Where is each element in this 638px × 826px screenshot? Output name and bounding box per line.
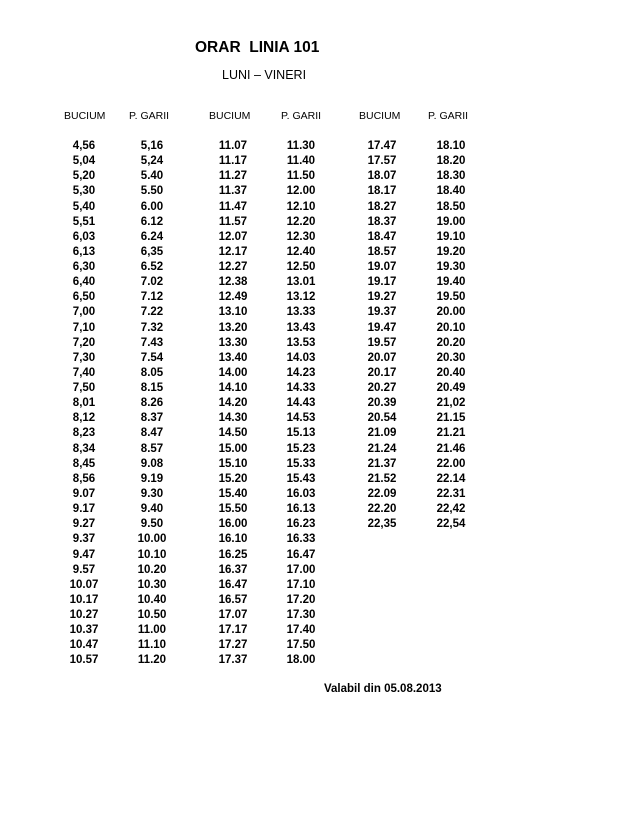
departure-time: 18.07 <box>367 170 397 183</box>
departure-time: 18.30 <box>436 170 466 183</box>
departure-time: 9.07 <box>72 487 96 500</box>
departure-time: 20.54 <box>367 412 397 425</box>
departure-time: 12.27 <box>218 261 248 274</box>
departure-time: 5,51 <box>72 215 96 228</box>
departure-time: 19.10 <box>436 230 466 243</box>
departure-time: 10.30 <box>137 578 167 591</box>
departure-time: 8.26 <box>140 397 164 410</box>
column-header: BUCIUM <box>209 110 251 122</box>
departure-time: 6,13 <box>72 245 96 258</box>
departure-time: 14.53 <box>286 412 316 425</box>
departure-time: 19.20 <box>436 245 466 258</box>
departure-time: 19.00 <box>436 215 466 228</box>
departure-time: 14.30 <box>218 412 248 425</box>
departure-time: 7.02 <box>140 276 164 289</box>
departure-time: 20.17 <box>367 366 397 379</box>
departure-time: 22.09 <box>367 487 397 500</box>
departure-time: 21,02 <box>436 397 466 410</box>
departure-time: 18.27 <box>367 200 397 213</box>
departure-time: 10.37 <box>69 624 99 637</box>
departure-time: 15.50 <box>218 503 248 516</box>
departure-time: 9.37 <box>72 533 96 546</box>
departure-time: 18.20 <box>436 155 466 168</box>
departure-time: 12.00 <box>286 185 316 198</box>
departure-time: 4,56 <box>72 140 96 152</box>
departure-time: 12.30 <box>286 230 316 243</box>
departure-time: 11.10 <box>137 639 167 652</box>
departure-time: 16.23 <box>286 518 316 531</box>
departure-time: 10.47 <box>69 639 99 652</box>
departure-time: 20.27 <box>367 382 397 395</box>
departure-time: 8.57 <box>140 442 164 455</box>
departure-time: 5,04 <box>72 155 96 168</box>
departure-time: 5,20 <box>72 170 96 183</box>
departure-time: 17.30 <box>286 609 316 622</box>
departure-time: 10.10 <box>137 548 167 561</box>
departure-time: 17.37 <box>218 654 248 667</box>
departure-time: 19.50 <box>436 291 466 304</box>
departure-time: 13.40 <box>218 351 248 364</box>
departure-time: 22,35 <box>367 518 397 531</box>
departure-time: 11.17 <box>218 155 248 168</box>
departure-time: 12.17 <box>218 245 248 258</box>
departure-time: 20.07 <box>367 351 397 364</box>
departure-time: 12.07 <box>218 230 248 243</box>
column-header: P. GARII <box>428 110 469 122</box>
departure-time: 6.24 <box>140 230 164 243</box>
departure-time: 20.00 <box>436 306 466 319</box>
departure-time: 16.10 <box>218 533 248 546</box>
departure-time: 19.37 <box>367 306 397 319</box>
departure-time: 22.31 <box>436 487 466 500</box>
departure-time: 17.00 <box>286 563 316 576</box>
departure-time: 8,23 <box>72 427 96 440</box>
departure-time: 16.13 <box>286 503 316 516</box>
departure-time: 19.40 <box>436 276 466 289</box>
departure-time: 19.07 <box>367 261 397 274</box>
departure-time: 17.10 <box>286 578 316 591</box>
departure-time: 15.20 <box>218 472 248 485</box>
departure-time: 20.40 <box>436 366 466 379</box>
departure-time: 13.10 <box>218 306 248 319</box>
departure-time: 14.50 <box>218 427 248 440</box>
departure-time: 10.27 <box>69 609 99 622</box>
departure-time: 12.50 <box>286 261 316 274</box>
departure-time: 6,03 <box>72 230 96 243</box>
departure-time: 11.50 <box>286 170 316 183</box>
departure-time: 17.40 <box>286 624 316 637</box>
departure-time: 10.57 <box>69 654 99 667</box>
departure-time: 11.47 <box>218 200 248 213</box>
departure-time: 15.13 <box>286 427 316 440</box>
departure-time: 10.20 <box>137 563 167 576</box>
departure-time: 15.23 <box>286 442 316 455</box>
departure-time: 9.40 <box>140 503 164 516</box>
departure-time: 11.30 <box>286 140 316 152</box>
departure-time: 17.20 <box>286 593 316 606</box>
departure-time: 7,30 <box>72 351 96 364</box>
departure-time: 11.00 <box>137 624 167 637</box>
departure-time: 6.52 <box>140 261 164 274</box>
departure-time: 21.15 <box>436 412 466 425</box>
departure-time: 18.47 <box>367 230 397 243</box>
page-subtitle: LUNI – VINERI <box>222 68 307 82</box>
departure-time: 20.39 <box>367 397 397 410</box>
departure-time: 14.00 <box>218 366 248 379</box>
departure-time: 21.46 <box>436 442 466 455</box>
departure-time: 16.47 <box>218 578 248 591</box>
departure-time: 20.10 <box>436 321 466 334</box>
departure-time: 10.07 <box>69 578 99 591</box>
departure-time: 7,00 <box>72 306 96 319</box>
departure-time: 14.03 <box>286 351 316 364</box>
departure-time: 21.37 <box>367 457 397 470</box>
departure-time: 13.43 <box>286 321 316 334</box>
departure-time: 5,30 <box>72 185 96 198</box>
departure-time: 7.12 <box>140 291 164 304</box>
departure-time: 8,12 <box>72 412 96 425</box>
departure-time: 9.47 <box>72 548 96 561</box>
departure-time: 16.33 <box>286 533 316 546</box>
departure-time: 12.10 <box>286 200 316 213</box>
departure-time: 14.10 <box>218 382 248 395</box>
departure-time: 5.50 <box>140 185 164 198</box>
departure-time: 16.47 <box>286 548 316 561</box>
departure-time: 5,24 <box>140 155 164 168</box>
departure-time: 22,42 <box>436 503 466 516</box>
departure-time: 6,40 <box>72 276 96 289</box>
departure-time: 19.27 <box>367 291 397 304</box>
departure-time: 18.00 <box>286 654 316 667</box>
departure-time: 17.57 <box>367 155 397 168</box>
departure-time: 12.49 <box>218 291 248 304</box>
departure-time: 16.25 <box>218 548 248 561</box>
departure-time: 12.20 <box>286 215 316 228</box>
departure-time: 20.49 <box>436 382 466 395</box>
departure-time: 7,40 <box>72 366 96 379</box>
departure-time: 11.27 <box>218 170 248 183</box>
departure-time: 22.20 <box>367 503 397 516</box>
departure-time: 13.53 <box>286 336 316 349</box>
departure-time: 9.27 <box>72 518 96 531</box>
departure-time: 18.40 <box>436 185 466 198</box>
departure-time: 10.50 <box>137 609 167 622</box>
departure-time: 16.37 <box>218 563 248 576</box>
departure-time: 12.40 <box>286 245 316 258</box>
departure-time: 8,01 <box>72 397 96 410</box>
departure-time: 22,54 <box>436 518 466 531</box>
departure-time: 13.20 <box>218 321 248 334</box>
departure-time: 5,40 <box>72 200 96 213</box>
departure-time: 9.50 <box>140 518 164 531</box>
departure-time: 20.30 <box>436 351 466 364</box>
departure-time: 7.22 <box>140 306 164 319</box>
page-title: ORAR LINIA 101 <box>195 39 320 56</box>
departure-time: 6,30 <box>72 261 96 274</box>
departure-time: 15.33 <box>286 457 316 470</box>
departure-time: 7,10 <box>72 321 96 334</box>
departure-time: 21.09 <box>367 427 397 440</box>
departure-time: 8.15 <box>140 382 164 395</box>
departure-time: 9.57 <box>72 563 96 576</box>
departure-time: 15.40 <box>218 487 248 500</box>
validity-note: Valabil din 05.08.2013 <box>324 683 442 695</box>
departure-time: 17.27 <box>218 639 248 652</box>
departure-time: 15.00 <box>218 442 248 455</box>
departure-time: 9.08 <box>140 457 164 470</box>
departure-time: 8,34 <box>72 442 96 455</box>
departure-time: 14.23 <box>286 366 316 379</box>
departure-time: 22.00 <box>436 457 466 470</box>
departure-time: 18.50 <box>436 200 466 213</box>
departure-time: 16.00 <box>218 518 248 531</box>
departure-time: 11.57 <box>218 215 248 228</box>
departure-time: 19.57 <box>367 336 397 349</box>
departure-time: 11.20 <box>137 654 167 667</box>
departure-time: 12.38 <box>218 276 248 289</box>
departure-time: 14.20 <box>218 397 248 410</box>
departure-time: 18.57 <box>367 245 397 258</box>
departure-time: 7.32 <box>140 321 164 334</box>
departure-time: 8.05 <box>140 366 164 379</box>
departure-time: 10.40 <box>137 593 167 606</box>
column-header: BUCIUM <box>64 110 106 122</box>
departure-time: 17.07 <box>218 609 248 622</box>
departure-time: 5.40 <box>140 170 164 183</box>
departure-time: 6.00 <box>140 200 164 213</box>
departure-time: 7.54 <box>140 351 164 364</box>
departure-time: 19.30 <box>436 261 466 274</box>
departure-time: 15.43 <box>286 472 316 485</box>
departure-time: 9.19 <box>140 472 164 485</box>
departure-time: 7,50 <box>72 382 96 395</box>
departure-time: 9.17 <box>72 503 96 516</box>
departure-time: 9.30 <box>140 487 164 500</box>
departure-time: 19.47 <box>367 321 397 334</box>
departure-time: 7,20 <box>72 336 96 349</box>
departure-time: 11.07 <box>218 140 248 152</box>
departure-time: 8.37 <box>140 412 164 425</box>
departure-time: 17.50 <box>286 639 316 652</box>
departure-time: 6,35 <box>140 245 164 258</box>
departure-time: 19.17 <box>367 276 397 289</box>
departure-time: 13.01 <box>286 276 316 289</box>
column-header: BUCIUM <box>359 110 401 122</box>
departure-time: 14.33 <box>286 382 316 395</box>
departure-time: 8,45 <box>72 457 96 470</box>
departure-time: 21.21 <box>436 427 466 440</box>
departure-time: 8,56 <box>72 472 96 485</box>
departure-time: 13.30 <box>218 336 248 349</box>
departure-time: 11.37 <box>218 185 248 198</box>
departure-time: 22.14 <box>436 472 466 485</box>
departure-time: 17.17 <box>218 624 248 637</box>
departure-time: 18.10 <box>436 140 466 152</box>
departure-time: 11.40 <box>286 155 316 168</box>
departure-time: 6.12 <box>140 215 164 228</box>
column-header: P. GARII <box>281 110 322 122</box>
departure-time: 16.03 <box>286 487 316 500</box>
column-header: P. GARII <box>129 110 170 122</box>
departure-time: 7.43 <box>140 336 164 349</box>
departure-time: 15.10 <box>218 457 248 470</box>
departure-time: 14.43 <box>286 397 316 410</box>
departure-time: 20.20 <box>436 336 466 349</box>
departure-time: 16.57 <box>218 593 248 606</box>
departure-time: 17.47 <box>367 140 397 152</box>
departure-time: 10.17 <box>69 593 99 606</box>
departure-time: 10.00 <box>137 533 167 546</box>
departure-time: 18.37 <box>367 215 397 228</box>
departure-time: 21.24 <box>367 442 397 455</box>
departure-time: 5,16 <box>140 140 164 152</box>
departure-time: 13.33 <box>286 306 316 319</box>
departure-time: 6,50 <box>72 291 96 304</box>
departure-time: 18.17 <box>367 185 397 198</box>
departure-time: 8.47 <box>140 427 164 440</box>
departure-time: 21.52 <box>367 472 397 485</box>
departure-time: 13.12 <box>286 291 316 304</box>
